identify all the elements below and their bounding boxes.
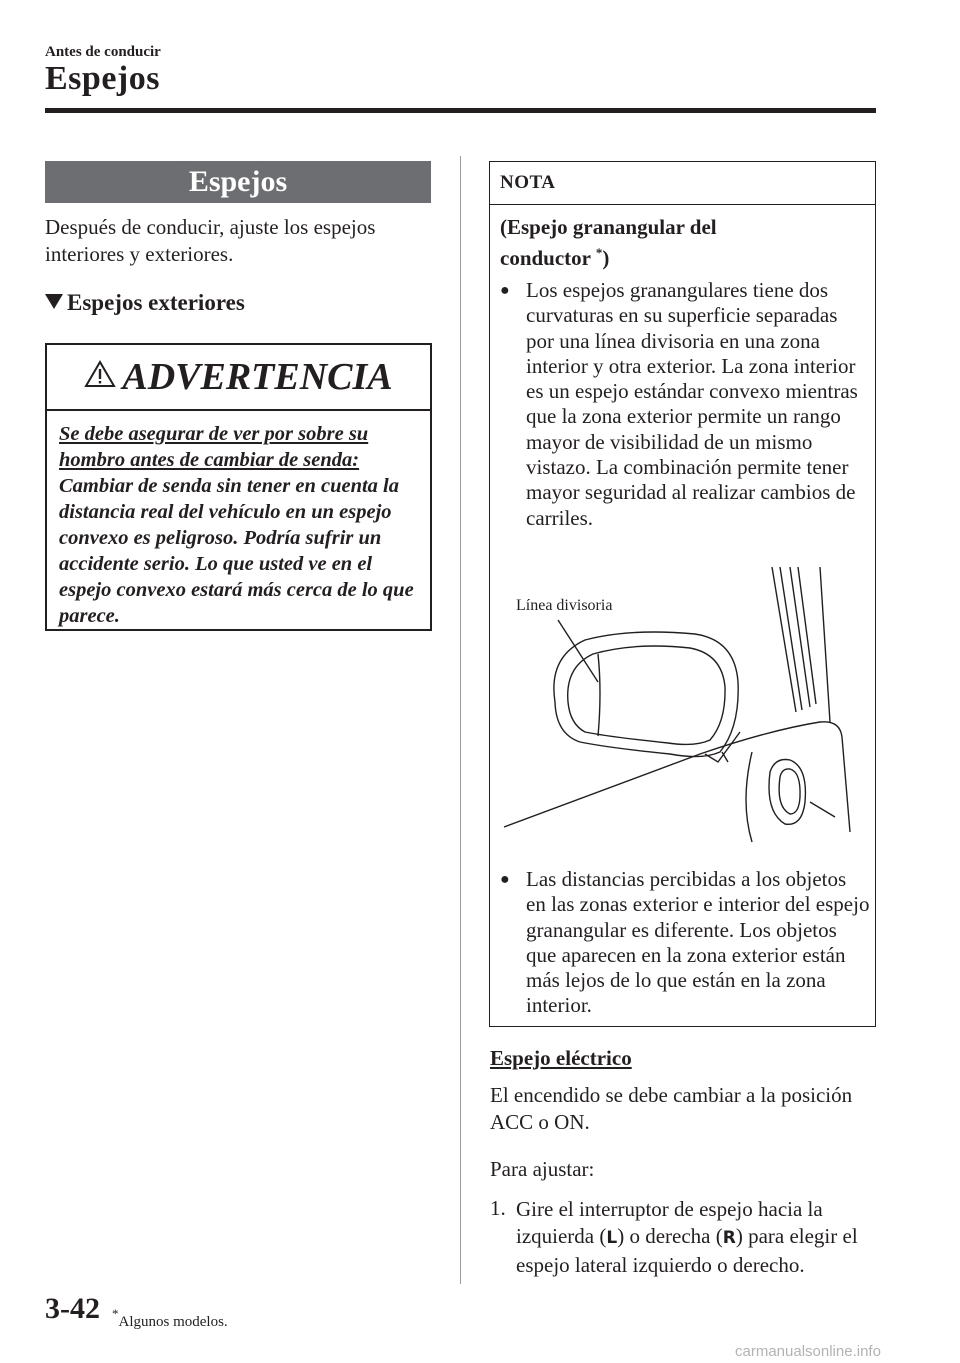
mirror-figure — [490, 562, 875, 862]
note-subtitle-line2: conductor — [500, 246, 591, 270]
intro-paragraph: Después de conducir, ajuste los espejos interiores y exteriores. — [45, 215, 376, 266]
note-bullet-1 — [500, 278, 870, 531]
watermark: carmanualsonline.info — [735, 1343, 881, 1360]
note-title: NOTA — [500, 172, 556, 193]
page-number: 3-42 — [45, 1292, 100, 1325]
section-label: Antes de conducir — [45, 44, 161, 60]
bullet-dot-icon: ● — [500, 871, 510, 888]
ignition-paragraph: El encendido se debe cambiar a la posición ACC o ON. — [490, 1083, 853, 1134]
footnote-text: Algunos modelos. — [118, 1314, 228, 1330]
step-1-number: 1. — [490, 1196, 506, 1220]
section-title: Espejos — [45, 60, 160, 97]
warning-header — [47, 345, 430, 411]
wide-angle-mirror-illustration — [490, 562, 875, 862]
figure-label-dividing-line: Línea divisoria — [516, 597, 613, 614]
power-mirror-heading: Espejo eléctrico — [490, 1046, 632, 1070]
warning-text — [59, 421, 427, 629]
footnote — [112, 1306, 228, 1331]
warning-box — [45, 343, 432, 631]
column-divider — [460, 156, 461, 1284]
subheading-exterior-mirrors — [45, 290, 245, 316]
header-rule — [45, 108, 876, 113]
bullet-dot-icon: ● — [500, 282, 510, 299]
asterisk-mark: * — [595, 245, 603, 260]
warning-body-text: Cambiar de senda sin tener en cuenta la distancia real del vehículo en un espejo convexo es peligroso. Podría sufrir un accidente serio. Lo que usted ve en el espejo convexo estará más cerca de lo que parece. — [59, 475, 414, 627]
subheading-text: Espejos exteriores — [67, 290, 245, 315]
footnote-asterisk: * — [112, 1306, 119, 1321]
warning-underlined-text: Se debe asegurar de ver por sobre su hombro antes de cambiar de senda: — [59, 423, 369, 471]
note-box — [489, 161, 876, 1027]
note-subtitle — [500, 214, 860, 271]
note-bullet-2-text: Las distancias percibidas a los objetos en las zonas exterior e interior del espejo granangular es diferente. Los objetos que aparecen en la zona exterior están más lejos de lo que están en la zona interior. — [526, 867, 870, 1018]
page-title-bar: Espejos — [45, 161, 431, 203]
right-key-symbol: R — [722, 1228, 736, 1248]
note-bullet-2 — [500, 867, 870, 1019]
triangle-bullet-icon — [45, 294, 63, 309]
step-1-text-b: ) o derecha ( — [617, 1224, 723, 1248]
left-key-symbol: L — [606, 1228, 618, 1248]
step-1-text-a: Gire el interruptor de espejo hacia la izquierda ( — [516, 1197, 823, 1248]
warning-triangle-icon — [84, 360, 116, 388]
note-bullet-1-text: Los espejos granangulares tiene dos curvaturas en su superficie separadas por una línea divisoria en una zona interior y otra exterior. La zona interior es un espejo estándar convexo mientras que la zona exterior permite un rango mayor de visibilidad de un mismo vistazo. La combinación permite tener mayor seguridad al realizar cambios de carriles. — [526, 278, 858, 530]
step-1-text — [516, 1196, 876, 1279]
adjust-paragraph: Para ajustar: — [490, 1157, 595, 1181]
note-header — [490, 162, 875, 205]
note-subtitle-close: ) — [602, 246, 610, 270]
note-subtitle-line1: (Espejo granangular del — [500, 215, 717, 239]
warning-title: ADVERTENCIA — [122, 356, 393, 398]
step-1-text-c: ) para elegir el espejo lateral izquierdo o derecho. — [516, 1224, 858, 1277]
